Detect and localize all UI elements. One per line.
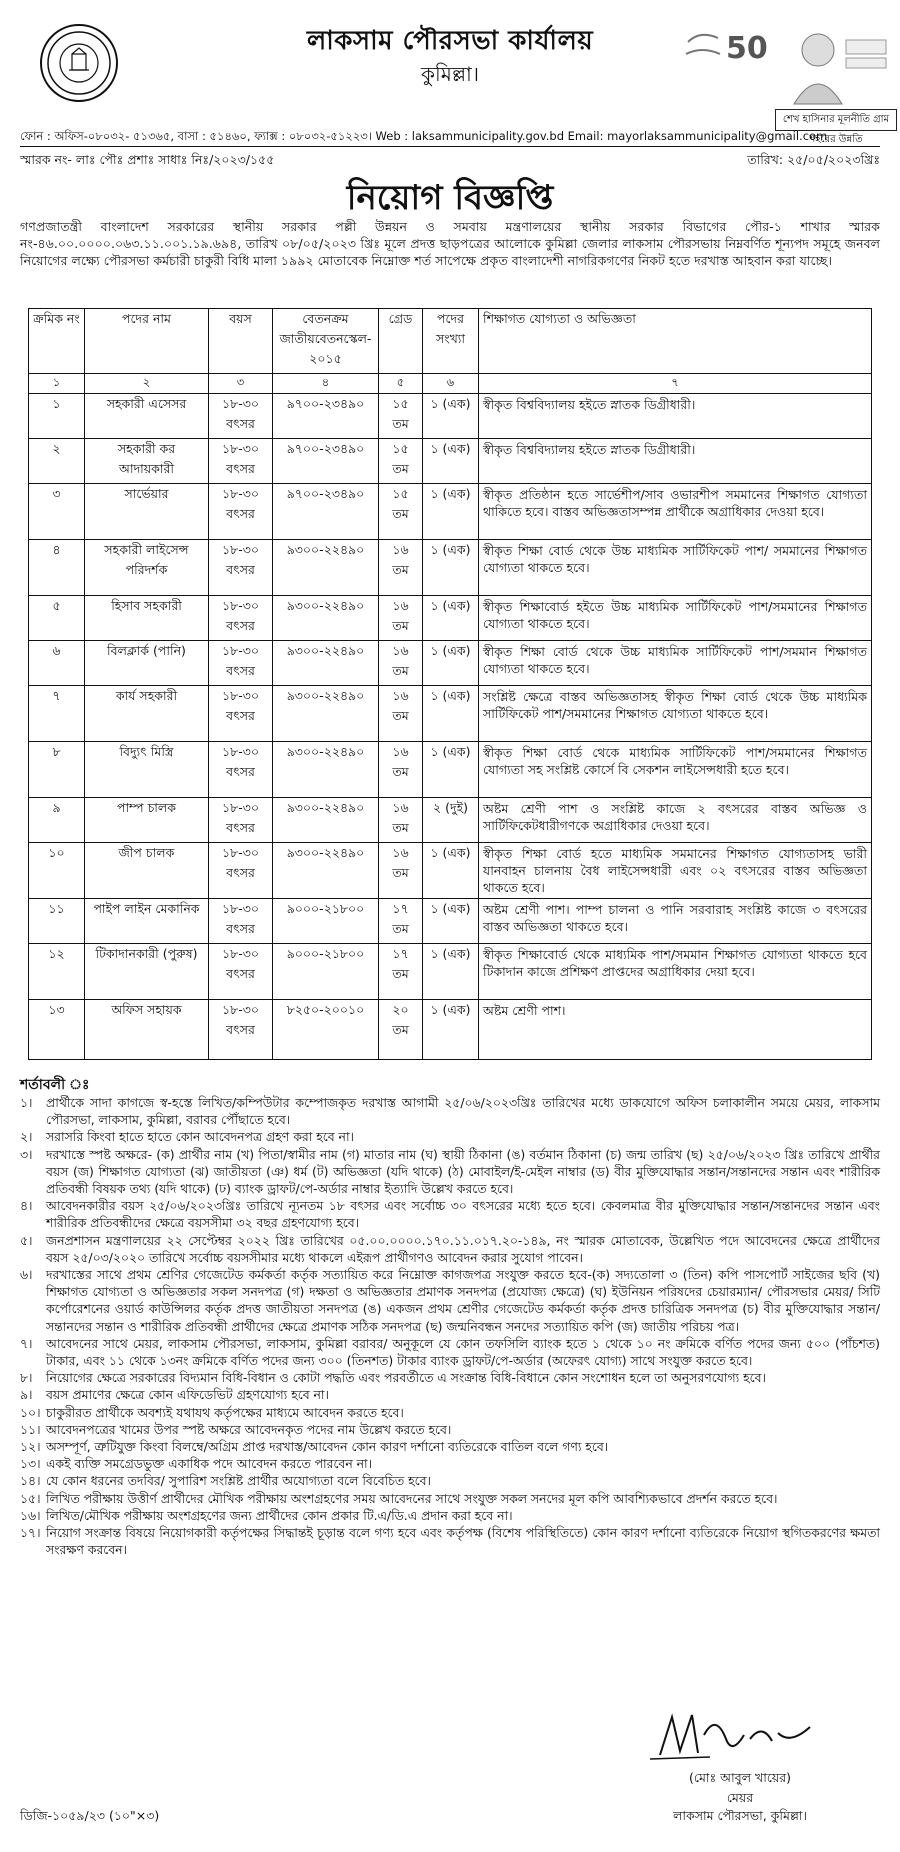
cell-scale: ৯০০০-২১৮০০ bbox=[273, 944, 379, 1000]
condition-number: ১৭। bbox=[20, 1525, 41, 1541]
cell-scale: ৮২৫০-২০০১০ bbox=[273, 1000, 379, 1060]
condition-item bbox=[20, 1335, 880, 1369]
vacancy-table bbox=[28, 308, 872, 1060]
cell-age: ১৮-৩০ বৎসর bbox=[209, 540, 273, 596]
condition-text: বয়স প্রমাণের ক্ষেত্রে কোন এফিডেভিট গ্রহণযোগ্য হবে না। bbox=[46, 1387, 329, 1403]
cell-qual: স্বীকৃত বিশ্ববিদ্যালয় হইতে স্নাতক ডিগ্রীধারী। bbox=[479, 439, 872, 484]
header-cell: পদের সংখ্যা bbox=[423, 309, 479, 374]
table-row bbox=[29, 596, 872, 641]
condition-item bbox=[20, 1490, 880, 1507]
cell-count: ১ (এক) bbox=[423, 742, 479, 798]
table-header-row bbox=[29, 309, 872, 374]
cell-sl: ২ bbox=[29, 439, 85, 484]
table-row bbox=[29, 1000, 872, 1060]
svg-text:50: 50 bbox=[726, 31, 768, 66]
table-row bbox=[29, 686, 872, 742]
table-row bbox=[29, 641, 872, 686]
cell-post: সহকারী লাইসেন্স পরিদর্শক bbox=[85, 540, 209, 596]
condition-text: আবেদনের সাথে মেয়র, লাকসাম পৌরসভা, লাকসাম, কুমিল্লা বরাবর/ অনুকূলে যে কোন তফসিলি ব্যাংক হতে ১ থেকে ১০ নং ক্রমিকে বর্ণিত পদের জন্য ৫০০ (পাঁচশত) টাকার, এবং ১১ থেকে ১৩নং ক্রমিকে বর্ণিত পদের জন্য ৩০০ (তিনশত) টাকার ব্যাংক ড্রাফট/পে-অর্ডার (অফেরৎ যোগ্য) সাথে সংযুক্ত করতে হবে। bbox=[46, 1335, 880, 1369]
condition-item bbox=[20, 1421, 880, 1438]
cell-qual: স্বীকৃত শিক্ষা বোর্ড থেকে উচ্চ মাধ্যমিক সার্টিফিকেট পাশ/ সমমানের শিক্ষাগত যোগ্যতা থাকতে হবে। bbox=[479, 540, 872, 596]
condition-item bbox=[20, 1472, 880, 1489]
dg-code: ডিজি-১০৫৯/২৩ (১০"×৩) bbox=[20, 1808, 160, 1823]
header-cell: বয়স bbox=[209, 309, 273, 374]
cell-scale: ৯৩০০-২২৪৯০ bbox=[273, 596, 379, 641]
cell-sl: ৮ bbox=[29, 742, 85, 798]
cell-sl: ৭ bbox=[29, 686, 85, 742]
condition-item bbox=[20, 1266, 880, 1335]
condition-number: ১৫। bbox=[20, 1490, 41, 1506]
cell-qual: স্বীকৃত প্রতিষ্ঠান হতে সার্ভেশীপ/সাব ওভারশীপ সমমানের শিক্ষাগত যোগ্যতা থাকিতে হবে। বাস্তব অভিজ্ঞতাসম্পন্ন প্রার্থীকে অগ্রাধিকার দেওয়া হবে। bbox=[479, 484, 872, 540]
cell-qual: স্বীকৃত শিক্ষা বোর্ড হতে মাধ্যমিক সমমানের শিক্ষাগত যোগ্যতাসহ ভারী যানবাহন চালনায় বৈধ লাইসেন্সধারী এবং ০২ বৎসরের বাস্তব অভিজ্ঞতা থাকতে হবে। bbox=[479, 843, 872, 899]
table-row bbox=[29, 439, 872, 484]
cell-count: ১ (এক) bbox=[423, 641, 479, 686]
condition-text: যে কোন ধরনের তদবির/ সুপারিশ সংশ্লিষ্ট প্রার্থীর অযোগ্যতা বলে বিবেচিত হবে। bbox=[46, 1473, 431, 1489]
cell-qual: স্বীকৃত শিক্ষা বোর্ড থেকে মাধ্যমিক সার্টিফিকেট পাশ/সমমানের শিক্ষাগত যোগ্যতা সহ সংশ্লিষ্ট কোর্সে বি সেকশন লাইসেন্সধারী হতে হবে। bbox=[479, 742, 872, 798]
signatory-name: (মোঃ আবুল খায়ের) bbox=[689, 1770, 791, 1785]
table-row bbox=[29, 394, 872, 439]
cell-age: ১৮-৩০ বৎসর bbox=[209, 944, 273, 1000]
condition-item bbox=[20, 1146, 880, 1198]
cell-age: ১৮-৩০ বৎসর bbox=[209, 742, 273, 798]
notice-title: নিয়োগ বিজ্ঞপ্তি bbox=[346, 178, 554, 218]
condition-text: আবেদনকারীর বয়স ২৫/০৬/২০২৩খ্রিঃ তারিখে ন্যূনতম ১৮ বৎসর এবং সর্বোচ্চ ৩০ বৎসরের মধ্যে হতে হবে। কেবলমাত্র বীর মুক্তিযোদ্ধার সন্তান/সন্তানদের সন্তান এবং শারীরিক প্রতিবন্ধীদের ক্ষেত্রে বয়সসীমা ৩২ বছর গ্রহণযোগ্য হবে। bbox=[46, 1198, 880, 1231]
condition-text: সরাসরি কিংবা হাতে হাতে কোন আবেদনপত্র গ্রহণ করা হবে না। bbox=[46, 1129, 354, 1145]
cell-post: হিসাব সহকারী bbox=[85, 596, 209, 641]
cell-post: পাইপ লাইন মেকানিক bbox=[85, 899, 209, 944]
cell-count: ১ (এক) bbox=[423, 484, 479, 540]
signatory-office: লাকসাম পৌরসভা, কুমিল্লা। bbox=[673, 1808, 807, 1823]
conditions-list bbox=[20, 1094, 880, 1558]
header-cell: গ্রেড bbox=[379, 309, 423, 374]
condition-number: ১২। bbox=[20, 1439, 41, 1455]
column-number: ৫ bbox=[379, 374, 423, 394]
cell-grade: ১৬ তম bbox=[379, 641, 423, 686]
cell-sl: ৯ bbox=[29, 798, 85, 843]
cell-post: সহকারী কর আদায়কারী bbox=[85, 439, 209, 484]
cell-post: পাম্প চালক bbox=[85, 798, 209, 843]
condition-text: দরখাস্তের সাথে প্রথম শ্রেণির গেজেটেড কর্মকর্তা কর্তৃক সত্যায়িত করে নিম্নোক্ত কাগজপত্র সংযুক্ত করতে হবে-(ক) সদ্যতোলা ৩ (তিন) কপি পাসপোর্ট সাইজের ছবি (খ) শিক্ষাগত যোগ্যতা ও অভিজ্ঞতার সকল সনদপত্র (গ) দক্ষতা ও অভিজ্ঞতার প্রমাণক সনদপত্র (প্রযোজ্য ক্ষেত্রে) (ঘ) ইউনিয়ন পরিষদের চেয়ারম্যান/ পৌরসভার মেয়র/ সিটি কর্পোরেশনের ওয়ার্ড কাউন্সিলর কর্তৃক প্রদত্ত জাতীয়তা সনদপত্র (ঙ) একজন প্রথম শ্রেণীর গেজেটেড কর্মকর্তা কর্তৃক প্রদত্ত চারিত্রিক সনদপত্র (চ) বীর মুক্তিযোদ্ধার সন্তান/সন্তানদের সন্তান ও শারীরিক প্রতিবন্ধী প্রার্থীদের ক্ষেত্রে প্রমাণক সঠিক সনদপত্র (ছ) জন্মনিবন্ধন সনদের সত্যায়িত কপি (জ) জাতীয় পরিচয় পত্র। bbox=[46, 1267, 880, 1334]
condition-number: ১৪। bbox=[20, 1473, 41, 1489]
cell-scale: ৯৩০০-২২৪৯০ bbox=[273, 641, 379, 686]
cell-qual: অষ্টম শ্রেণী পাশ। bbox=[479, 1000, 872, 1060]
condition-item bbox=[20, 1128, 880, 1145]
cell-scale: ৯৩০০-২২৪৯০ bbox=[273, 843, 379, 899]
column-number: ৬ bbox=[423, 374, 479, 394]
cell-post: বিলক্লার্ক (পানি) bbox=[85, 641, 209, 686]
cell-qual: স্বীকৃত শিক্ষা বোর্ড থেকে উচ্চ মাধ্যমিক সার্টিফিকেট পাশ/সমমান শিক্ষাগত যোগ্যতা থাকতে হবে। bbox=[479, 641, 872, 686]
cell-count: ১ (এক) bbox=[423, 944, 479, 1000]
cell-age: ১৮-৩০ বৎসর bbox=[209, 596, 273, 641]
cell-age: ১৮-৩০ বৎসর bbox=[209, 439, 273, 484]
cell-grade: ১৬ তম bbox=[379, 596, 423, 641]
cell-qual: অষ্টম শ্রেণী পাশ ও সংশ্লিষ্ট কাজে ২ বৎসরের বাস্তব অভিজ্ঞ ও সার্টিফিকেটধারীগণকে অগ্রাধিকার দেওয়া হবে। bbox=[479, 798, 872, 843]
cell-sl: ৫ bbox=[29, 596, 85, 641]
cell-grade: ১৫ তম bbox=[379, 484, 423, 540]
cell-post: কার্য সহকারী bbox=[85, 686, 209, 742]
cell-scale: ৯০০০-২১৮০০ bbox=[273, 899, 379, 944]
cell-age: ১৮-৩০ বৎসর bbox=[209, 899, 273, 944]
cell-count: ১ (এক) bbox=[423, 686, 479, 742]
cell-count: ১ (এক) bbox=[423, 899, 479, 944]
signatory-title: মেয়র bbox=[726, 1790, 754, 1805]
condition-item bbox=[20, 1094, 880, 1128]
condition-item bbox=[20, 1197, 880, 1231]
cell-count: ১ (এক) bbox=[423, 540, 479, 596]
condition-number: ১০। bbox=[20, 1404, 41, 1420]
cell-qual: স্বীকৃত শিক্ষাবোর্ড থেকে মাধ্যমিক পাশ/সমমান শিক্ষাগত যোগ্যতা থাকতে হবে টিকাদান কাজে প্রশিক্ষণ প্রাপ্তদের অগ্রাধিকার দেয়া হবে। bbox=[479, 944, 872, 1000]
cell-sl: ১ bbox=[29, 394, 85, 439]
column-number: ২ bbox=[85, 374, 209, 394]
table-row bbox=[29, 742, 872, 798]
notice-date: তারিখ: ২৫/০৫/২০২৩খ্রিঃ bbox=[747, 152, 880, 167]
condition-number: ৬। bbox=[20, 1267, 33, 1283]
cell-count: ১ (এক) bbox=[423, 843, 479, 899]
cell-grade: ১৬ তম bbox=[379, 686, 423, 742]
condition-item bbox=[20, 1404, 880, 1421]
column-number-row bbox=[29, 374, 872, 394]
divider bbox=[20, 146, 880, 147]
cell-sl: ৬ bbox=[29, 641, 85, 686]
cell-age: ১৮-৩০ বৎসর bbox=[209, 686, 273, 742]
cell-grade: ১৬ তম bbox=[379, 742, 423, 798]
cell-sl: ১২ bbox=[29, 944, 85, 1000]
conditions-heading: শর্তাবলী ঃ bbox=[20, 1077, 90, 1093]
header-cell: বেতনক্রম জাতীয়বেতনস্কেল- ২০১৫ bbox=[273, 309, 379, 374]
golden-jubilee-logo-icon bbox=[680, 24, 770, 74]
cell-age: ১৮-৩০ বৎসর bbox=[209, 484, 273, 540]
cell-post: সার্ভেয়ার bbox=[85, 484, 209, 540]
condition-text: দরখাস্তে স্পষ্ট অক্ষরে- (ক) প্রার্থীর নাম (খ) পিতা/স্বামীর নাম (গ) মাতার নাম (ঘ) স্থায়ী ঠিকানা (ঙ) বর্তমান ঠিকানা (চ) জন্ম তারিখ (ছ) ২৫/০৬/২০২৩ খ্রিঃ তারিখে প্রার্থীর বয়স (জ) শিক্ষাগত যোগ্যতা (ঝ) জাতীয়তা (ঞ) ধর্ম (ট) অভিজ্ঞতা (যদি থাকে) (ঠ) মোবাইল/ই-মেইল নাম্বার (ড) বীর মুক্তিযোদ্ধার সন্তান/সন্তানদের সন্তান এবং শারীরিক প্রতিবন্ধী বিষয়ক তথ্য (যদি থাকে) (ঢ) ব্যাংক ড্রাফট/পে-অর্ডার নাম্বার ইত্যাদি উল্লেখ করতে হবে। bbox=[46, 1146, 880, 1197]
cell-qual: স্বীকৃত শিক্ষাবোর্ড হইতে উচ্চ মাধ্যমিক সার্টিফিকেট পাশ/সমমানের শিক্ষাগত যোগ্যতা থাকতে হবে। bbox=[479, 596, 872, 641]
condition-item bbox=[20, 1232, 880, 1266]
intro-paragraph: গণপ্রজাতন্ত্রী বাংলাদেশ সরকারের স্থানীয় সরকার পল্লী উন্নয়ন ও সমবায় মন্ত্রণালয়ের স্থানীয় সরকার বিভাগের পৌর-১ শাখার স্মারক নং-৪৬.০০.০০০০.০৬৩.১১.০০১.১৯.৬৯৪, তারিখ ০৮/০৫/২০২৩ খ্রিঃ মূলে প্রদত্ত ছাড়পত্রের আলোকে কুমিল্লা জেলার লাকসাম পৌরসভায় নিম্নবর্ণিত শূন্যপদ সমূহে জনবল নিয়োগের লক্ষ্যে পৌরসভা কর্মচারী চাকুরী বিধি মালা ১৯৯২ মোতাবেক নিম্নোক্ত শর্ত সাপেক্ষে প্রকৃত বাংলাদেশী নাগরিকগণের নিকট হতে দরখাস্ত আহবান করা যাচ্ছে। bbox=[20, 219, 880, 268]
cell-grade: ১৫ তম bbox=[379, 394, 423, 439]
condition-number: ৮। bbox=[20, 1370, 33, 1386]
condition-number: ৭। bbox=[20, 1335, 33, 1351]
condition-text: প্রার্থীকে সাদা কাগজে স্ব-হস্তে লিখিত/কম্পিউটার কম্পোজকৃত দরখাস্ত আগামী ২৫/০৬/২০২৩খ্রিঃ তারিখের মধ্যে ডাকযোগে অফিস চলাকালীন সময়ে মেয়র, লাকসাম পৌরসভা, লাকসাম, কুমিল্লা, বরাবর পৌঁছাতে হবে। bbox=[46, 1095, 880, 1128]
cell-age: ১৮-৩০ বৎসর bbox=[209, 641, 273, 686]
cell-sl: ৪ bbox=[29, 540, 85, 596]
cell-grade: ১৬ তম bbox=[379, 540, 423, 596]
district-name: কুমিল্লা। bbox=[421, 62, 479, 86]
column-number: ১ bbox=[29, 374, 85, 394]
header-cell: শিক্ষাগত যোগ্যতা ও অভিজ্ঞতা bbox=[479, 309, 872, 374]
condition-text: অসম্পূর্ণ, ত্রুটিযুক্ত কিংবা বিলম্বে/অগ্রিম প্রাপ্ত দরখাস্ত/আবেদন কোন কারণ দর্শানো ব্যতিরেকে বাতিল বলে গণ্য হবে। bbox=[46, 1439, 609, 1455]
column-number: ৭ bbox=[479, 374, 872, 394]
cell-scale: ৯৩০০-২২৪৯০ bbox=[273, 742, 379, 798]
condition-item bbox=[20, 1386, 880, 1403]
cell-post: টিকাদানকারী (পুরুষ) bbox=[85, 944, 209, 1000]
office-name: লাকসাম পৌরসভা কার্যালয় bbox=[306, 26, 594, 56]
mayor-signature-icon bbox=[640, 1705, 840, 1765]
table-row bbox=[29, 798, 872, 843]
memo-number: স্মারক নং- লাঃ পৌঃ প্রশাঃ সাধাঃ নিঃ/২০২৩/১৫৫ bbox=[20, 152, 275, 167]
pm-slogan: শেখ হাসিনার মূলনীতি গ্রাম শহরের উন্নতি bbox=[775, 109, 897, 131]
condition-text: লিখিত পরীক্ষায় উত্তীর্ণ প্রার্থীদের মৌখিক পরীক্ষায় অংশগ্রহণের সময় আবেদনের সাথে সংযুক্ত সকল সনদের মূল কপি আবশ্যিকভাবে প্রদর্শন করতে হবে। bbox=[46, 1490, 778, 1506]
cell-sl: ১৩ bbox=[29, 1000, 85, 1060]
condition-item bbox=[20, 1369, 880, 1386]
cell-post: বিদ্যুৎ মিস্ত্রি bbox=[85, 742, 209, 798]
condition-text: লিখিত/মৌখিক পরীক্ষায় অংশগ্রহণের জন্য প্রার্থীদের কোন প্রকার টি.এ/ডি.এ প্রদান করা হবে না। bbox=[46, 1507, 513, 1523]
cell-age: ১৮-৩০ বৎসর bbox=[209, 843, 273, 899]
cell-sl: ৩ bbox=[29, 484, 85, 540]
contact-line: ফোন : অফিস-০৮০৩২- ৫১৩৬৫, বাসা : ৫১৪৬০, ফ্যাক্স : ০৮০৩২-৫১২২৩। Web : laksammunicipality.gov.bd Email: mayorlaksammunicipality@gmail.com bbox=[20, 129, 828, 143]
cell-qual: অষ্টম শ্রেণী পাশ। পাম্প চালনা ও পানি সরবারাহ সংশ্লিষ্ট কাজে ৩ বৎসরের বাস্তব অভিজ্ঞতা থাকতে হবে। bbox=[479, 899, 872, 944]
condition-item bbox=[20, 1438, 880, 1455]
cell-post: সহকারী এসেসর bbox=[85, 394, 209, 439]
cell-qual: স্বীকৃত বিশ্ববিদ্যালয় হইতে স্নাতক ডিগ্রীধারী। bbox=[479, 394, 872, 439]
table-row bbox=[29, 899, 872, 944]
condition-text: নিয়োগের ক্ষেত্রে সরকারের বিদ্যমান বিধি-বিধান ও কোটা পদ্ধতি এবং পরবর্তীতে এ সংক্রান্ত বিধি-বিধানে কোন সংশোধন হলে তা অনুসরণযোগ্য হবে। bbox=[46, 1370, 766, 1386]
table-row bbox=[29, 484, 872, 540]
condition-number: ৪। bbox=[20, 1198, 33, 1214]
condition-number: ৫। bbox=[20, 1232, 33, 1248]
cell-scale: ৯৭০০-২৩৪৯০ bbox=[273, 439, 379, 484]
condition-number: ১১। bbox=[20, 1421, 41, 1437]
cell-age: ১৮-৩০ বৎসর bbox=[209, 1000, 273, 1060]
cell-count: ১ (এক) bbox=[423, 596, 479, 641]
condition-number: ২। bbox=[20, 1129, 33, 1145]
cell-age: ১৮-৩০ বৎসর bbox=[209, 798, 273, 843]
header-cell: ক্রমিক নং bbox=[29, 309, 85, 374]
cell-qual: সংশ্লিষ্ট ক্ষেত্রে বাস্তব অভিজ্ঞতাসহ স্বীকৃত শিক্ষা বোর্ড থেকে উচ্চ মাধ্যমিক সার্টিফিকেট পাশ/সমমানের শিক্ষাগত যোগ্যতা থাকতে হবে। bbox=[479, 686, 872, 742]
cell-post: অফিস সহায়ক bbox=[85, 1000, 209, 1060]
cell-count: ১ (এক) bbox=[423, 1000, 479, 1060]
cell-grade: ১৬ তম bbox=[379, 798, 423, 843]
cell-scale: ৯৩০০-২২৪৯০ bbox=[273, 798, 379, 843]
table-row bbox=[29, 540, 872, 596]
condition-item bbox=[20, 1524, 880, 1558]
cell-grade: ২০ তম bbox=[379, 1000, 423, 1060]
condition-text: নিয়োগ সংক্রান্ত বিষয়ে নিয়োগকারী কর্তৃপক্ষের সিদ্ধান্তই চূড়ান্ত বলে গণ্য হবে এবং কর্তৃপক্ষ (বিশেষ পরিস্থিতিতে) কোন কারণ দর্শানো ব্যতিরেকে নিয়োগ স্থগিতকরণের ক্ষমতা সংরক্ষণ করবেন। bbox=[46, 1525, 880, 1558]
table-row bbox=[29, 944, 872, 1000]
cell-scale: ৯৭০০-২৩৪৯০ bbox=[273, 484, 379, 540]
column-number: ৪ bbox=[273, 374, 379, 394]
cell-sl: ১০ bbox=[29, 843, 85, 899]
cell-scale: ৯৩০০-২২৪৯০ bbox=[273, 540, 379, 596]
condition-number: ১। bbox=[20, 1095, 33, 1110]
cell-scale: ৯৭০০-২৩৪৯০ bbox=[273, 394, 379, 439]
condition-item bbox=[20, 1507, 880, 1524]
condition-number: ৯। bbox=[20, 1387, 33, 1403]
header-cell: পদের নাম bbox=[85, 309, 209, 374]
cell-count: ১ (এক) bbox=[423, 394, 479, 439]
condition-number: ৩। bbox=[20, 1146, 33, 1162]
condition-item bbox=[20, 1455, 880, 1472]
cell-grade: ১৫ তম bbox=[379, 439, 423, 484]
cell-count: ১ (এক) bbox=[423, 439, 479, 484]
cell-count: ২ (দুই) bbox=[423, 798, 479, 843]
cell-post: জীপ চালক bbox=[85, 843, 209, 899]
condition-text: চাকুরীরত প্রার্থীকে অবশ্যই যথাযথ কর্তৃপক্ষের মাধ্যমে আবেদন করতে হবে। bbox=[46, 1404, 404, 1420]
condition-text: একই ব্যক্তি সমগ্রেডভুক্ত একাধিক পদে আবেদন করতে পারবেন না। bbox=[46, 1456, 373, 1472]
prime-minister-portrait-icon bbox=[780, 20, 890, 106]
cell-age: ১৮-৩০ বৎসর bbox=[209, 394, 273, 439]
condition-number: ১৬। bbox=[20, 1507, 41, 1523]
cell-grade: ১৭ তম bbox=[379, 899, 423, 944]
condition-text: আবেদনপত্রের খামের উপর স্পষ্ট অক্ষরে আবেদনকৃত পদের নাম উল্লেখ করতে হবে। bbox=[46, 1421, 452, 1437]
condition-number: ১৩। bbox=[20, 1456, 41, 1472]
condition-text: জনপ্রশাসন মন্ত্রণালয়ের ২২ সেপ্টেম্বর ২০২২ খ্রিঃ তারিখের ০৫.০০.০০০০.১৭০.১১.০১৭.২০-১৪৯, নং স্মারক মোতাবেক, উল্লেখিত পদে আবেদনের ক্ষেত্রে প্রার্থীদের বয়স ২৫/০৩/২০২০ তারিখে সর্বোচ্চ বয়সসীমার মধ্যে থাকলে এইরূপ প্রার্থীগণও আবেদন করার সুযোগ পাবেন। bbox=[46, 1232, 880, 1265]
column-number: ৩ bbox=[209, 374, 273, 394]
cell-grade: ১৭ তম bbox=[379, 944, 423, 1000]
cell-scale: ৯৩০০-২২৪৯০ bbox=[273, 686, 379, 742]
cell-sl: ১১ bbox=[29, 899, 85, 944]
table-row bbox=[29, 843, 872, 899]
cell-grade: ১৬ তম bbox=[379, 843, 423, 899]
